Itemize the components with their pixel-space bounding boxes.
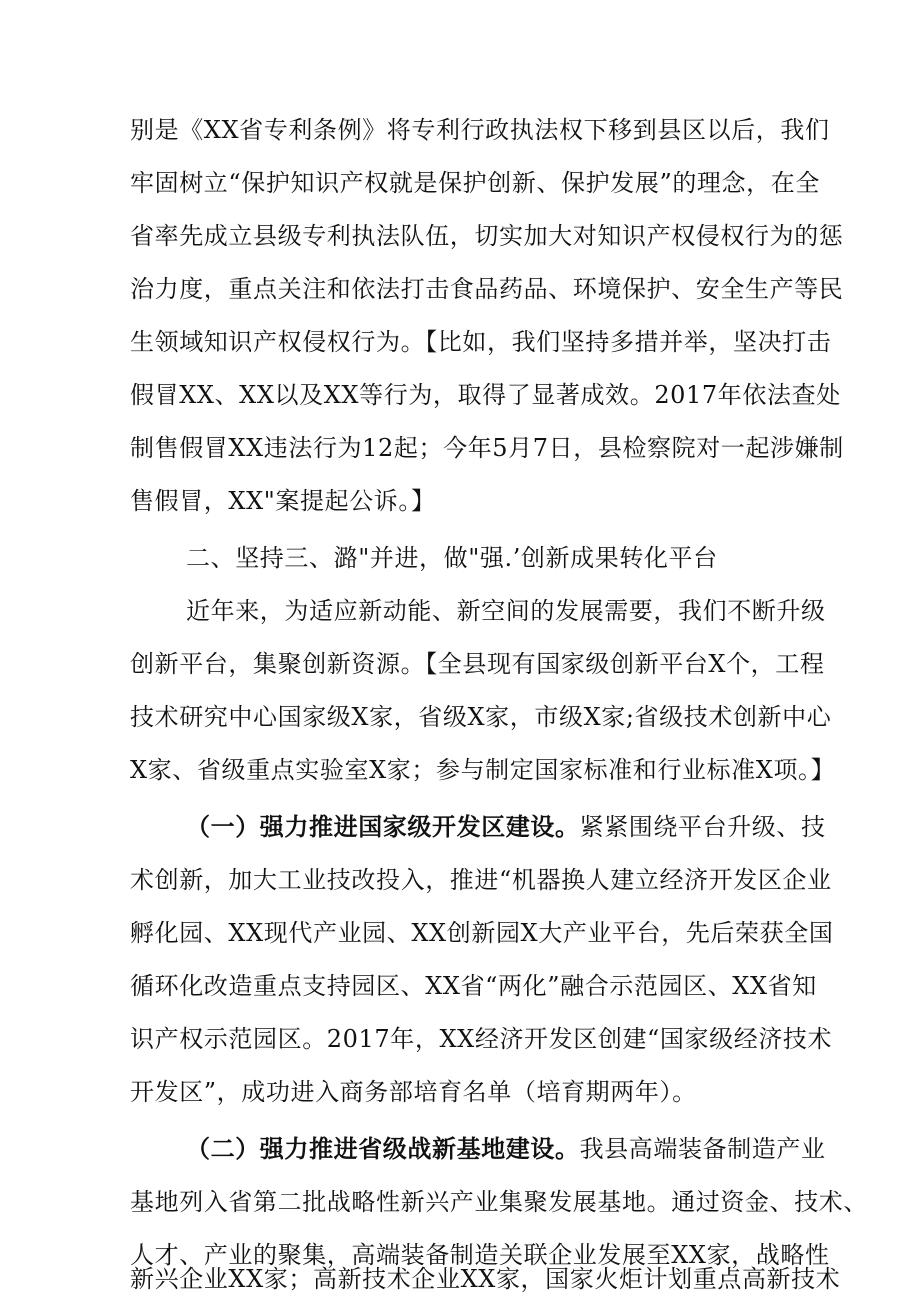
subsection-1-title: （一）强力推进国家级开发区建设。 [186,812,580,841]
subsection-2-line: 基地列入省第二批战略性新兴产业集聚发展基地。通过资金、技术、 [130,1188,868,1216]
para1-line: 治力度，重点关注和依法打击食品药品、环境保护、安全生产等民 [130,275,844,303]
subsection-2-line: 新兴企业XX家；高新技术企业XX家，国家火炬计划重点高新技术 [130,1265,841,1293]
subsection-1-line: 开发区”，成功进入商务部培育名单（培育期两年）。 [130,1078,697,1106]
subsection-2-first-line [186,1128,826,1170]
para2-line: 创新平台，集聚创新资源。【全县现有国家级创新平台X个，工程 [130,650,825,678]
para1-line: 牢固树立“保护知识产权就是保护创新、保护发展”的理念，在全 [130,169,820,197]
subsection-1-line: 孵化园、XX现代产业园、XX创新园X大产业平台，先后荣获全国 [130,919,834,947]
subsection-1-text: 紧紧围绕平台升级、技 [579,813,826,841]
subsection-1-line: 循环化改造重点支持园区、XX省“两化”融合示范园区、XX省知 [130,972,817,1000]
para1-line: 售假冒，XX"案提起公诉。】 [130,487,436,515]
para2-line: 近年来，为适应新动能、新空间的发展需要，我们不断升级 [186,597,826,625]
subsection-1-line: 术创新，加大工业技改投入，推进“机器换人建立经济开发区企业 [130,866,832,894]
subsection-2-title: （二）强力推进省级战新基地建设。 [186,1134,580,1163]
subsection-2-line: 人才、产业的聚集，高端装备制造关联企业发展至XX家，战略性 [130,1241,830,1269]
subsection-1-line: 识产权示范园区。2017年，XX经济开发区创建“国家级经济技术 [130,1025,833,1053]
para2-line: X家、省级重点实验室X家；参与制定国家标准和行业标准X项。】 [130,756,836,784]
section-heading: 二、坚持三、潞"并进，做"强.’创新成果转化平台 [186,544,718,572]
para1-line: 制售假冒XX违法行为12起；今年5月7日，县检察院对一起涉嫌制 [130,434,844,462]
subsection-1-first-line [186,806,826,848]
para2-line: 技术研究中心国家级X家，省级X家，市级X家;省级技术创新中心 [130,703,832,731]
subsection-2-text: 我县高端装备制造产业 [579,1135,826,1163]
para1-line: 省率先成立县级专利执法队伍，切实加大对知识产权侵权行为的惩 [130,222,844,250]
para1-line: 生领域知识产权侵权行为。【比如，我们坚持多措并举，坚决打击 [130,328,832,356]
para1-line: 别是《XX省专利条例》将专利行政执法权下移到县区以后，我们 [130,116,830,144]
para1-line: 假冒XX、XX以及XX等行为，取得了显著成效。2017年依法查处 [130,381,841,409]
